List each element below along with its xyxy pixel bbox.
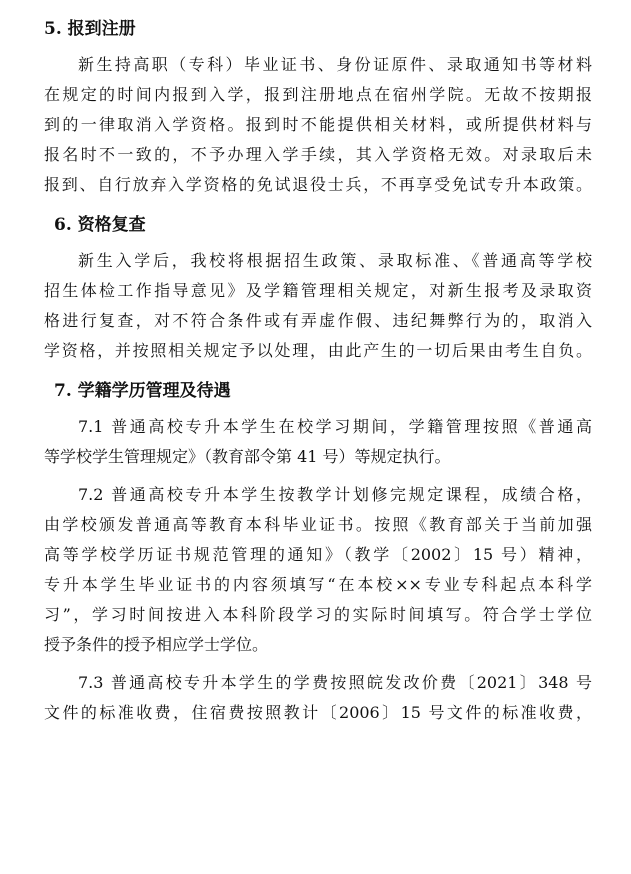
text-line: 授予条件的授予相应学士学位。 <box>44 635 269 654</box>
text-line: 学资格，并按照相关规定予以处理，由此产生的一切后果由考生自负。 <box>44 341 592 360</box>
text-line: 7.1 普通高校专升本学生在校学习期间，学籍管理按照《普通高 <box>78 417 592 436</box>
text-line: 文件的标准收费，住宿费按照教计〔2006〕15 号文件的标准收费， <box>44 703 592 722</box>
paragraph <box>44 246 592 366</box>
text-line: 新生入学后，我校将根据招生政策、录取标准、《普通高等学校 <box>78 251 592 270</box>
paragraph <box>44 50 592 200</box>
text-line: 7.3 普通高校专升本学生的学费按照皖发改价费〔2021〕348 号 <box>78 673 592 692</box>
text-line: 格进行复查，对不符合条件或有弄虚作假、违纪舞弊行为的，取消入 <box>44 311 592 330</box>
paragraph <box>44 412 592 472</box>
section-heading: 7. 学籍学历管理及待遇 <box>54 381 231 401</box>
text-line: 等学校学生管理规定》（教育部令第 41 号）等规定执行。 <box>44 447 451 466</box>
text-line: 报名时不一致的，不予办理入学手续，其入学资格无效。对录取后未 <box>44 145 592 164</box>
text-line: 招生体检工作指导意见》及学籍管理相关规定，对新生报考及录取资 <box>44 281 592 300</box>
paragraph <box>44 480 592 660</box>
text-line: 报到、自行放弃入学资格的免试退役士兵，不再享受免试专升本政策。 <box>44 175 592 194</box>
document-page <box>44 12 592 728</box>
text-line: 到的一律取消入学资格。报到时不能提供相关材料，或所提供材料与 <box>44 115 592 134</box>
text-line: 由学校颁发普通高等教育本科毕业证书。按照《教育部关于当前加强 <box>44 515 592 534</box>
text-line: 高等学校学历证书规范管理的通知》（教学〔2002〕15 号）精神， <box>44 545 592 564</box>
section-heading: 5. 报到注册 <box>44 19 136 39</box>
text-line: 习”，学习时间按进入本科阶段学习的实际时间填写。符合学士学位 <box>44 605 592 624</box>
text-line: 专升本学生毕业证书的内容须填写“在本校××专业专科起点本科学 <box>44 575 592 594</box>
paragraph <box>44 668 592 728</box>
section-heading: 6. 资格复查 <box>54 215 146 235</box>
text-line: 在规定的时间内报到入学，报到注册地点在宿州学院。无故不按期报 <box>44 85 592 104</box>
text-line: 新生持高职（专科）毕业证书、身份证原件、录取通知书等材料 <box>78 55 592 74</box>
text-line: 7.2 普通高校专升本学生按教学计划修完规定课程，成绩合格， <box>78 485 592 504</box>
